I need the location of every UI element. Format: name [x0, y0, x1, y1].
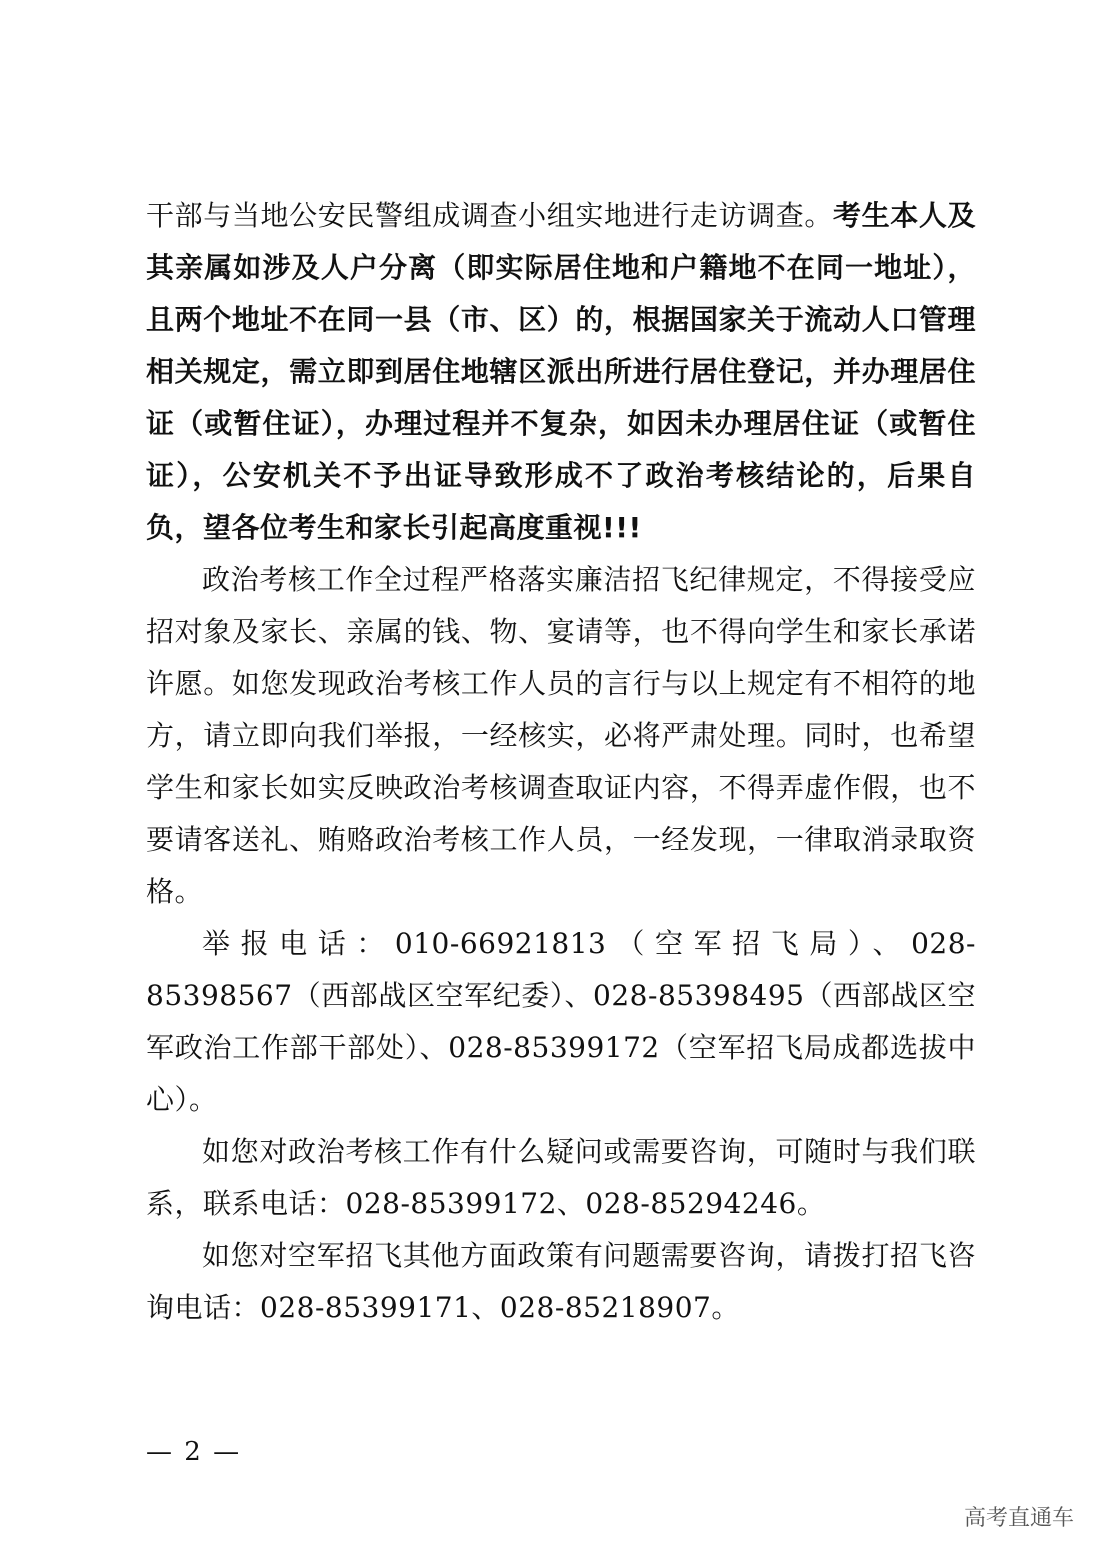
paragraph-1-normal-text: 干部与当地公安民警组成调查小组实地进行走访调查。 — [146, 199, 833, 232]
paragraph-policy-consultation: 如您对空军招飞其他方面政策有问题需要咨询，请拨打招飞咨询电话：028-85399171、028-85218907。 — [146, 1239, 976, 1324]
paragraph-1-bold-warning: 考生本人及其亲属如涉及人户分离（即实际居住地和户籍地不在同一地址），且两个地址不在同一县（市、区）的，根据国家关于流动人口管理相关规定，需立即到居住地辖区派出所进行居住登记，并办理居住证（或暂住证），办理过程并不复杂，如因未办理居住证（或暂住证），公安机关不予出证导致形成不了政治考核结论的，后果自负，望各位考生和家长引起高度重视!!! — [146, 199, 976, 544]
paragraph-household-separation — [146, 190, 976, 554]
document-body — [146, 190, 976, 1334]
page-number: — 2 — — [146, 1437, 242, 1467]
watermark-text: 高考直通车 — [963, 1506, 1074, 1531]
paragraph-consultation-contact: 如您对政治考核工作有什么疑问或需要咨询，可随时与我们联系，联系电话：028-85399172、028-85294246。 — [146, 1135, 976, 1220]
paragraph-integrity-rules: 政治考核工作全过程严格落实廉洁招飞纪律规定，不得接受应招对象及家长、亲属的钱、物、宴请等，也不得向学生和家长承诺许愿。如您发现政治考核工作人员的言行与以上规定有不相符的地方，请立即向我们举报，一经核实，必将严肃处理。同时，也希望学生和家长如实反映政治考核调查取证内容，不得弄虚作假，也不要请客送礼、贿赂政治考核工作人员，一经发现，一律取消录取资格。 — [146, 563, 976, 908]
paragraph-report-hotlines: 举报电话：010-66921813（空军招飞局）、028-85398567（西部战区空军纪委）、028-85398495（西部战区空军政治工作部干部处）、028-85399172（空军招飞局成都选拔中心）。 — [146, 927, 976, 1116]
